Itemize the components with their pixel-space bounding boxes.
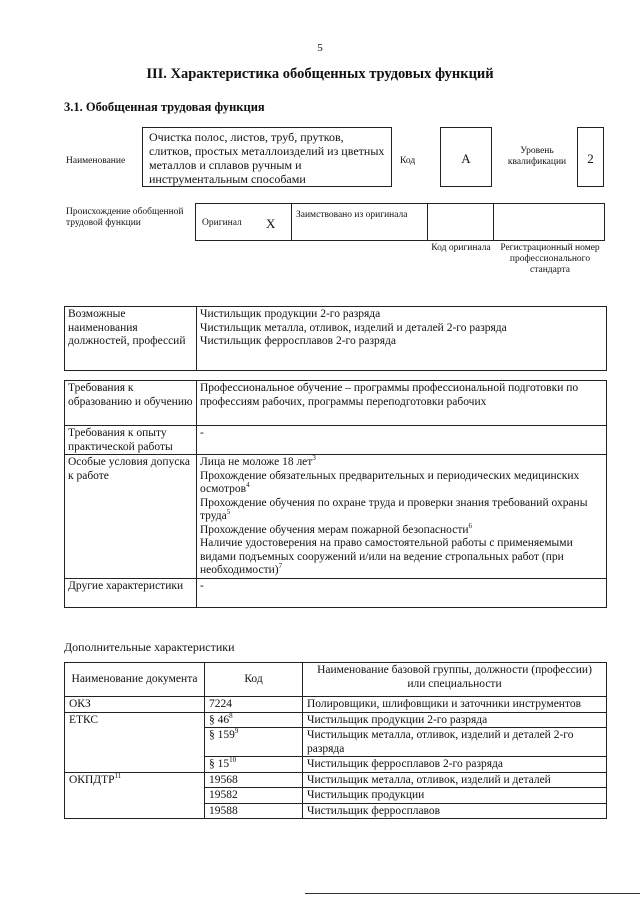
- code-value: А: [440, 127, 492, 187]
- admission-item: Прохождение обучения по охране труда и проверки знания требований охраны труда$^5$: [200, 496, 588, 522]
- etks-label: ЕТКС: [65, 712, 205, 772]
- page-number: 5: [317, 42, 323, 54]
- footnote-ref: 4: [246, 481, 250, 490]
- experience-value: -: [197, 426, 607, 455]
- okpdtr-label: ОКПДТР$^{11}$: [65, 772, 205, 819]
- experience-label: Требования к опыту практической работы: [65, 426, 197, 455]
- level-label: Уровень квалификации: [507, 146, 567, 167]
- okpdtr-code: 19568: [205, 772, 303, 788]
- position-item: Чистильщик ферросплавов 2-го разряда: [200, 335, 396, 347]
- scan-edge-line: [305, 893, 640, 894]
- reg-number-caption: Регистрационный номер профессионального стандарта: [500, 243, 600, 275]
- position-item: Чистильщик металла, отливок, изделий и деталей 2-го разряда: [200, 321, 507, 334]
- table-row: [65, 697, 607, 713]
- col-header-name: Наименование базовой группы, должности (профессии) или специальности: [303, 663, 607, 697]
- requirements-table: [64, 380, 607, 608]
- additional-table: [64, 662, 607, 819]
- origin-label: Происхождение обобщенной трудовой функции: [66, 207, 184, 228]
- etks-code: § $46^8$: [205, 712, 303, 728]
- okz-code: 7224: [205, 697, 303, 713]
- reg-number-cell: [493, 203, 605, 241]
- footnote-ref: 3: [312, 454, 316, 463]
- positions-table: [64, 306, 607, 371]
- admission-label: Особые условия допуска к работе: [65, 455, 197, 579]
- positions-label: Возможные наименования должностей, профессий: [65, 307, 197, 371]
- admission-item: Наличие удостоверения на право самостоятельной работы с применяемыми видами подъемных сооружений и/или на ведение стропальных работ (при необходимости)$^7$: [200, 537, 573, 576]
- table-row: [65, 772, 607, 788]
- other-value: -: [197, 578, 607, 607]
- footnote-ref: 11: [114, 771, 122, 780]
- other-label: Другие характеристики: [65, 578, 197, 607]
- original-label: Оригинал: [202, 218, 242, 228]
- code-label: Код: [400, 156, 416, 166]
- footnote-ref: 8: [229, 711, 233, 720]
- positions-list: [197, 307, 607, 371]
- etks-name: Чистильщик продукции 2-го разряда: [303, 712, 607, 728]
- additional-title: Дополнительные характеристики: [64, 640, 235, 654]
- etks-name: Чистильщик ферросплавов 2-го разряда: [303, 757, 607, 773]
- etks-name: Чистильщик металла, отливок, изделий и деталей 2-го разряда: [303, 728, 607, 757]
- etks-code: § $159^9$: [205, 728, 303, 757]
- okpdtr-name: Чистильщик ферросплавов: [303, 803, 607, 819]
- okpdtr-name: Чистильщик металла, отливок, изделий и деталей: [303, 772, 607, 788]
- footnote-ref: 7: [278, 562, 283, 571]
- okpdtr-name: Чистильщик продукции: [303, 788, 607, 804]
- name-label: Наименование: [66, 156, 126, 166]
- okpdtr-code: 19588: [205, 803, 303, 819]
- admission-list: [197, 455, 607, 579]
- original-mark: Х: [266, 216, 276, 231]
- admission-item: Прохождение обязательных предварительных и периодических медицинских осмотров$^4$: [200, 469, 580, 495]
- footnote-ref: 9: [234, 727, 239, 736]
- original-code-cell: [427, 203, 494, 241]
- okpdtr-code: 19582: [205, 788, 303, 804]
- borrowed-label: Заимствовано из оригинала: [291, 203, 428, 241]
- position-item: Чистильщик продукции 2-го разряда: [200, 308, 381, 320]
- name-value: Очистка полос, листов, труб, прутков, слитков, простых металлоизделий из цветных металлов и сплавов ручным и инструментальным способами: [142, 127, 392, 187]
- table-row: [65, 712, 607, 728]
- footnote-ref: 10: [229, 756, 237, 765]
- education-label: Требования к образованию и обучению: [65, 381, 197, 426]
- footnote-ref: 5: [226, 508, 231, 517]
- etks-code: § $15^{10}$: [205, 757, 303, 773]
- footnote-ref: 6: [468, 521, 473, 530]
- col-header-code: Код: [205, 663, 303, 697]
- okz-name: Полировщики, шлифовщики и заточники инструментов: [303, 697, 607, 713]
- col-header-document: Наименование документа: [65, 663, 205, 697]
- admission-item: Прохождение обучения мерам пожарной безопасности$^6$: [200, 521, 473, 536]
- admission-item: Лица не моложе 18 лет$^3$: [200, 454, 316, 468]
- section-title: III. Характеристика обобщенных трудовых функций: [146, 66, 494, 82]
- okz-label: ОКЗ: [65, 697, 205, 713]
- education-value: Профессиональное обучение – программы профессиональной подготовки по профессиям рабочих, программы переподготовки рабочих: [197, 381, 607, 426]
- level-value: 2: [577, 127, 604, 187]
- subsection-title: 3.1. Обобщенная трудовая функция: [64, 100, 265, 114]
- original-cell: [195, 203, 292, 241]
- original-code-caption: Код оригинала: [431, 243, 491, 253]
